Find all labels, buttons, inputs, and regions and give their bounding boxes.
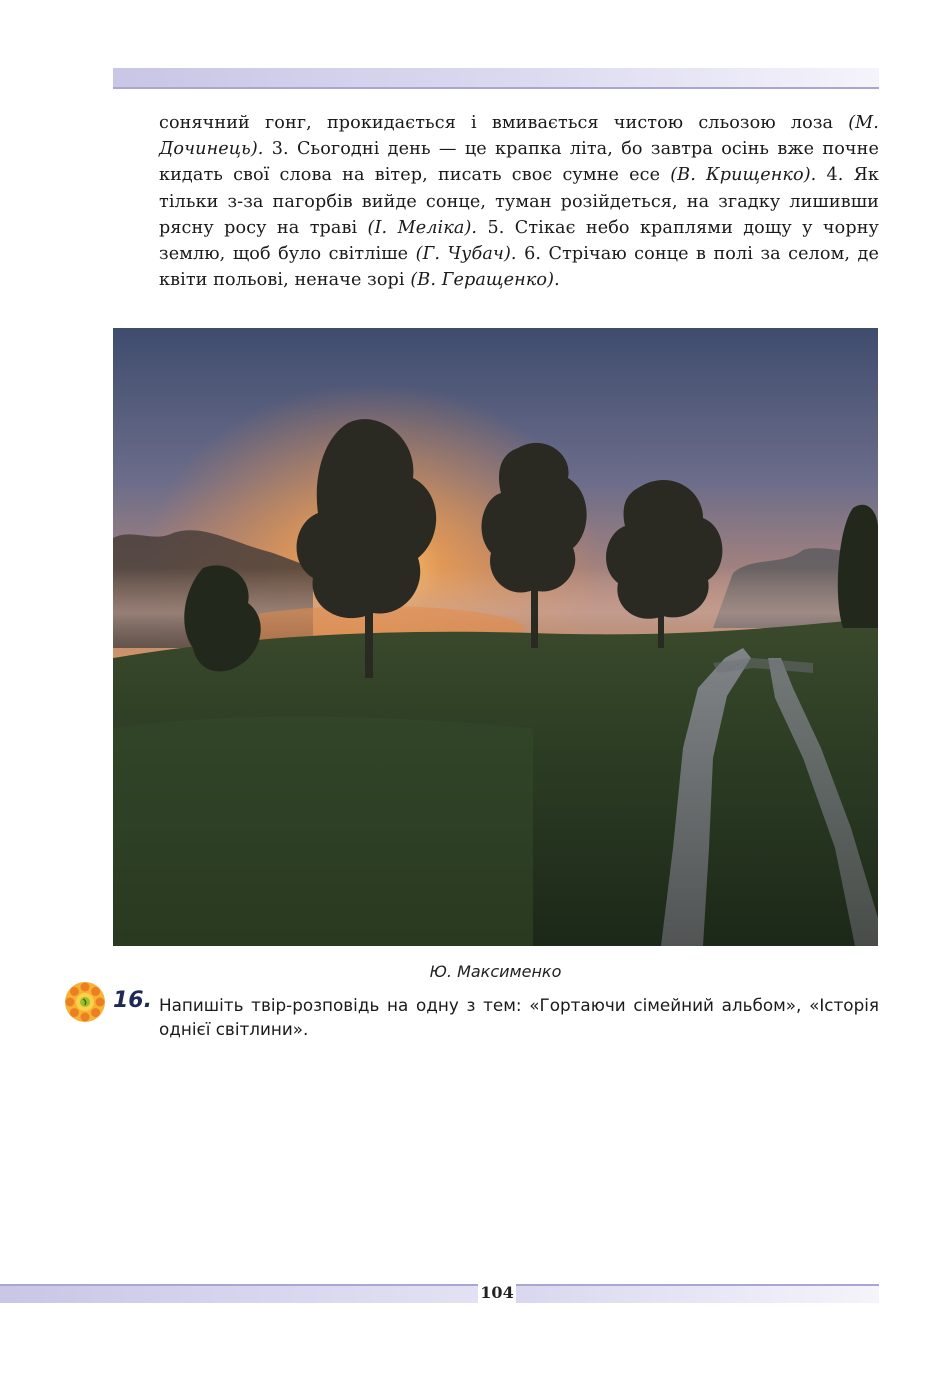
- sentence-2: сонячний гонг, прокидається і вмивається чистою сльозою лоза: [159, 113, 849, 133]
- author-kryshchenko: (В. Крищенко).: [670, 165, 817, 186]
- author-melika: (І. Меліка).: [367, 217, 478, 238]
- footer-band-right: [516, 1284, 879, 1303]
- sentence-6: 6. Стрічаю сонце в полі за селом, де квіти польові, неначе зорі: [159, 244, 879, 291]
- body-paragraph: [159, 110, 879, 293]
- sentence-3: 3. Сьогодні день — це крапка літа, бо завтра осінь вже почне кидать свої слова на вітер, писать своє сумне есе: [159, 139, 879, 186]
- task-text: Напишіть твір-розповідь на одну з тем: «Гортаючи сімейний альбом», «Історія однієї світлини».: [159, 995, 879, 1039]
- sentence-4: 4. Як тільки з-за пагорбів вийде сонце, туман розійдеться, на згадку лишивши рясну росу на траві: [159, 165, 879, 238]
- photo-caption: Ю. Максименко: [429, 962, 562, 981]
- sentence-5: 5. Стікає небо краплями дощу у чорну землю, щоб було світліше: [159, 217, 879, 265]
- page-number: 104: [480, 1283, 514, 1302]
- header-band: [113, 68, 879, 89]
- sun-flower-icon: [63, 980, 107, 1024]
- author-chubach: (Г. Чубач).: [415, 244, 517, 265]
- body-text: [159, 110, 879, 293]
- footer-band-left: [0, 1284, 478, 1303]
- author-dochynets: (М. Дочинець).: [159, 113, 879, 160]
- landscape-photo: [113, 328, 878, 946]
- task-number: 16.: [113, 988, 152, 1013]
- author-herashchenko: (В. Геращенко).: [410, 270, 560, 291]
